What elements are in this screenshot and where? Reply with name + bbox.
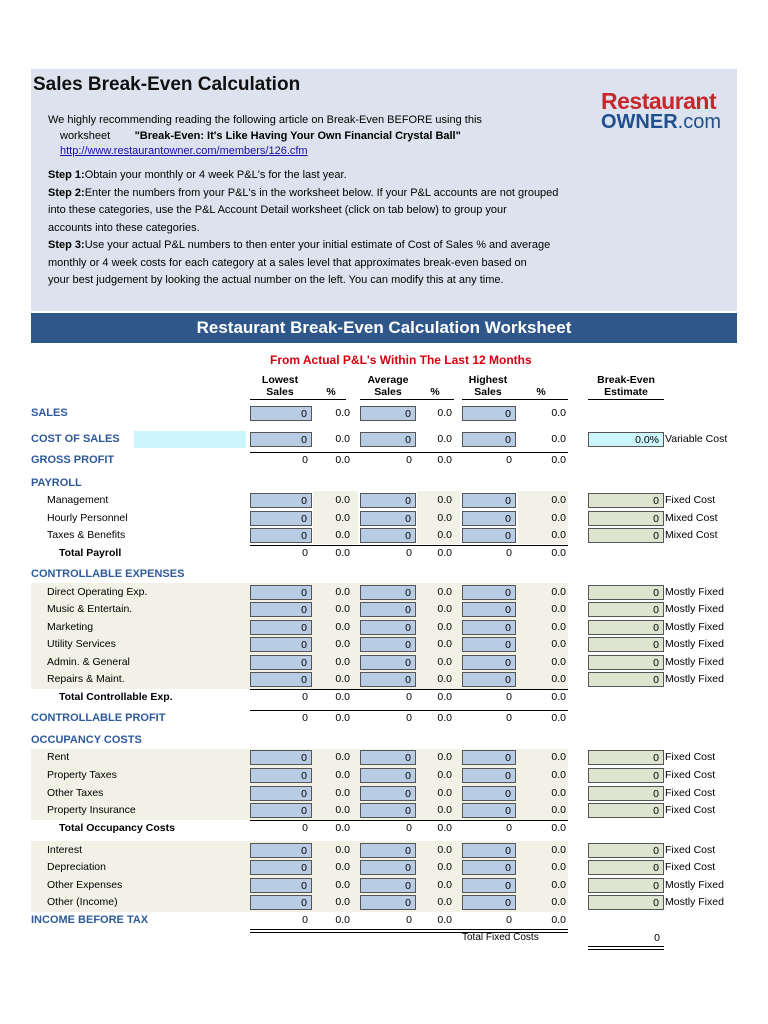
amount-cell: 0 [406, 914, 412, 926]
percent-cell: 0.0 [437, 638, 452, 650]
table-row [0, 601, 768, 618]
table-row [0, 405, 768, 422]
break-even-input[interactable]: 0 [588, 672, 664, 687]
percent-cell: 0.0 [551, 433, 566, 445]
cost-type-note: Fixed Cost [665, 494, 716, 506]
amount-input[interactable]: 0 [360, 585, 416, 600]
amount-input[interactable]: 0 [250, 843, 312, 858]
percent-cell: 0.0 [335, 433, 350, 445]
amount-input[interactable]: 0 [250, 620, 312, 635]
amount-cell: 0 [406, 712, 412, 724]
row-label: CONTROLLABLE EXPENSES [31, 568, 185, 580]
break-even-input[interactable]: 0 [588, 637, 664, 652]
logo-restaurant: Restaurant [601, 88, 717, 114]
amount-input[interactable]: 0 [360, 803, 416, 818]
percent-cell: 0.0 [335, 512, 350, 524]
percent-cell: 0.0 [335, 751, 350, 763]
percent-cell: 0.0 [335, 586, 350, 598]
percent-cell: 0.0 [437, 529, 452, 541]
intro-line: We highly recommending reading the following article on Break-Even BEFORE using this [48, 114, 482, 126]
percent-cell: 0.0 [335, 656, 350, 668]
percent-cell: 0.0 [551, 691, 566, 703]
row-label: SALES [31, 407, 68, 419]
header-underline [588, 399, 664, 400]
table-row [0, 619, 768, 636]
table-row [0, 584, 768, 601]
break-even-input[interactable]: 0 [588, 768, 664, 783]
break-even-input[interactable]: 0 [588, 843, 664, 858]
amount-input[interactable]: 0 [360, 655, 416, 670]
row-label: Depreciation [47, 861, 106, 873]
percent-cell: 0.0 [335, 804, 350, 816]
percent-cell: 0.0 [335, 844, 350, 856]
row-label: Other Taxes [47, 787, 104, 799]
amount-input[interactable]: 0 [462, 602, 516, 617]
col-label: Average [367, 374, 409, 386]
table-row [0, 785, 768, 802]
table-row [0, 545, 768, 562]
cost-type-note: Mixed Cost [665, 529, 718, 541]
col-lowest-sales [250, 374, 310, 398]
break-even-input[interactable]: 0 [588, 860, 664, 875]
table-row [0, 431, 768, 448]
row-label: Music & Entertain. [47, 603, 133, 615]
amount-cell: 0 [406, 454, 412, 466]
col-label: Sales [266, 386, 294, 398]
row-label: Utility Services [47, 638, 116, 650]
amount-input[interactable]: 0 [250, 786, 312, 801]
step-3-label: Step 3: [48, 239, 85, 251]
step-1-label: Step 1: [48, 169, 85, 181]
percent-cell: 0.0 [335, 407, 350, 419]
percent-cell: 0.0 [335, 914, 350, 926]
cost-type-note: Mostly Fixed [665, 879, 724, 891]
step-3-text: Use your actual P&L numbers to then enter your initial estimate of Cost of Sales % and average [84, 239, 551, 251]
row-label: Property Taxes [47, 769, 117, 781]
cost-type-note: Fixed Cost [665, 804, 716, 816]
break-even-input[interactable]: 0 [588, 786, 664, 801]
amount-input[interactable]: 0 [250, 768, 312, 783]
percent-cell: 0.0 [335, 547, 350, 559]
amount-cell: 0 [302, 712, 308, 724]
table-row [0, 820, 768, 837]
break-even-input[interactable]: 0 [588, 620, 664, 635]
amount-input[interactable]: 0 [462, 860, 516, 875]
percent-cell: 0.0 [551, 751, 566, 763]
percent-cell: 0.0 [437, 433, 452, 445]
table-row [0, 859, 768, 876]
amount-input[interactable]: 0 [360, 786, 416, 801]
amount-input[interactable]: 0 [360, 860, 416, 875]
amount-input[interactable]: 0 [250, 860, 312, 875]
percent-cell: 0.0 [335, 787, 350, 799]
amount-cell: 0 [302, 454, 308, 466]
percent-cell: 0.0 [551, 454, 566, 466]
row-label: INCOME BEFORE TAX [31, 914, 149, 926]
row-label: Property Insurance [47, 804, 136, 816]
amount-cell: 0 [302, 691, 308, 703]
table-row [0, 527, 768, 544]
percent-cell: 0.0 [551, 512, 566, 524]
percent-cell: 0.0 [335, 861, 350, 873]
amount-input[interactable]: 0 [360, 406, 416, 421]
amount-input[interactable]: 0 [462, 585, 516, 600]
break-even-input[interactable]: 0 [588, 511, 664, 526]
percent-cell: 0.0 [437, 787, 452, 799]
col-lowest-pct: % [326, 386, 336, 398]
percent-cell: 0.0 [551, 879, 566, 891]
table-row [0, 894, 768, 911]
row-label: Admin. & General [47, 656, 130, 668]
amount-input[interactable]: 0 [360, 637, 416, 652]
break-even-input[interactable]: 0 [588, 895, 664, 910]
table-row [0, 877, 768, 894]
cost-type-note: Mostly Fixed [665, 621, 724, 633]
table-row [0, 767, 768, 784]
amount-cell: 0 [406, 822, 412, 834]
intro-text [48, 113, 482, 160]
percent-cell: 0.0 [551, 787, 566, 799]
col-highest-sales [458, 374, 518, 398]
row-label: Interest [47, 844, 83, 856]
cost-type-note: Fixed Cost [665, 844, 716, 856]
percent-cell: 0.0 [437, 621, 452, 633]
break-even-input[interactable]: 0 [588, 750, 664, 765]
cost-type-note: Fixed Cost [665, 861, 716, 873]
amount-cell: 0 [506, 822, 512, 834]
col-average-sales [358, 374, 418, 398]
amount-cell: 0 [302, 822, 308, 834]
header-underline [360, 399, 454, 400]
row-label: Total Occupancy Costs [59, 822, 175, 834]
amount-input[interactable]: 0 [250, 602, 312, 617]
percent-cell: 0.0 [335, 691, 350, 703]
amount-cell: 0 [406, 547, 412, 559]
amount-cell: 0 [506, 914, 512, 926]
table-row [0, 452, 768, 469]
percent-cell: 0.0 [437, 512, 452, 524]
header-underline [462, 399, 568, 400]
amount-input[interactable]: 0 [462, 895, 516, 910]
percent-cell: 0.0 [437, 407, 452, 419]
amount-input[interactable]: 0 [462, 768, 516, 783]
col-label: Estimate [604, 386, 648, 398]
table-row [0, 654, 768, 671]
page-title: Sales Break-Even Calculation [33, 74, 301, 95]
step-1-text: Obtain your monthly or 4 week P&L's for the last year. [84, 169, 347, 181]
percent-cell: 0.0 [335, 712, 350, 724]
percent-cell: 0.0 [437, 844, 452, 856]
amount-input[interactable]: 0 [250, 511, 312, 526]
col-label: Highest [468, 374, 508, 386]
amount-input[interactable]: 0 [462, 432, 516, 447]
percent-cell: 0.0 [551, 844, 566, 856]
table-row [0, 710, 768, 727]
break-even-input[interactable]: 0 [588, 585, 664, 600]
cost-type-note: Mostly Fixed [665, 656, 724, 668]
amount-input[interactable]: 0 [360, 843, 416, 858]
percent-cell: 0.0 [437, 454, 452, 466]
table-row [0, 475, 768, 492]
amount-input[interactable]: 0 [360, 511, 416, 526]
step-2 [48, 185, 608, 203]
percent-cell: 0.0 [551, 712, 566, 724]
amount-input[interactable]: 0 [250, 750, 312, 765]
col-label: Sales [374, 386, 402, 398]
table-row [0, 566, 768, 583]
percent-cell: 0.0 [335, 822, 350, 834]
amount-input[interactable]: 0 [360, 620, 416, 635]
percent-cell: 0.0 [335, 769, 350, 781]
break-even-input[interactable]: 0 [588, 655, 664, 670]
percent-cell: 0.0 [335, 638, 350, 650]
table-row [0, 842, 768, 859]
percent-cell: 0.0 [335, 454, 350, 466]
percent-cell: 0.0 [437, 712, 452, 724]
subtotal-line [250, 452, 568, 453]
break-even-input[interactable]: 0 [588, 602, 664, 617]
amount-input[interactable]: 0 [360, 750, 416, 765]
row-label: COST OF SALES [31, 433, 120, 445]
cost-type-note: Variable Cost [665, 433, 728, 445]
amount-input[interactable]: 0 [250, 493, 312, 508]
col-highest-pct: % [536, 386, 546, 398]
amount-cell: 0 [506, 454, 512, 466]
cost-type-note: Fixed Cost [665, 769, 716, 781]
table-row [0, 492, 768, 509]
amount-input[interactable]: 0 [250, 672, 312, 687]
step-2-label: Step 2: [48, 186, 85, 199]
break-even-input[interactable]: 0 [588, 878, 664, 893]
amount-cell: 0 [506, 691, 512, 703]
logo-dotcom: .com [677, 111, 722, 133]
percent-cell: 0.0 [335, 529, 350, 541]
row-label: PAYROLL [31, 477, 82, 489]
row-label: CONTROLLABLE PROFIT [31, 712, 166, 724]
break-even-input[interactable]: 0 [588, 493, 664, 508]
amount-input[interactable]: 0 [462, 620, 516, 635]
col-label: Break-Even [597, 374, 655, 386]
amount-input[interactable]: 0 [462, 843, 516, 858]
subtotal-line [250, 545, 568, 546]
percent-cell: 0.0 [551, 656, 566, 668]
instructions-panel [31, 69, 737, 311]
table-row [0, 749, 768, 766]
break-even-input[interactable]: 0 [588, 528, 664, 543]
restaurantowner-logo [601, 90, 721, 132]
percent-cell: 0.0 [551, 896, 566, 908]
percent-cell: 0.0 [335, 879, 350, 891]
amount-input[interactable]: 0 [250, 585, 312, 600]
table-row [0, 510, 768, 527]
amount-input[interactable]: 0 [250, 528, 312, 543]
amount-input[interactable]: 0 [462, 511, 516, 526]
total-fixed-costs-label: Total Fixed Costs [462, 932, 539, 943]
step-2-text-cont: accounts into these categories. [48, 221, 200, 234]
cost-type-note: Mostly Fixed [665, 896, 724, 908]
cost-type-note: Fixed Cost [665, 751, 716, 763]
percent-cell: 0.0 [551, 914, 566, 926]
row-label: Rent [47, 751, 70, 763]
table-row [0, 802, 768, 819]
row-label: Other (Income) [47, 896, 118, 908]
logo-owner-word: OWNER [601, 111, 678, 133]
amount-cell: 0 [406, 691, 412, 703]
amount-input[interactable]: 0 [250, 803, 312, 818]
article-link[interactable]: http://www.restaurantowner.com/members/126.cfm [60, 145, 308, 157]
amount-input[interactable]: 0 [462, 878, 516, 893]
percent-cell: 0.0 [551, 861, 566, 873]
percent-cell: 0.0 [551, 673, 566, 685]
percent-cell: 0.0 [437, 656, 452, 668]
total-fixed-costs-value: 0 [654, 932, 660, 944]
row-label: Other Expenses [47, 879, 123, 891]
table-row [0, 689, 768, 706]
step-1 [48, 167, 608, 185]
percent-cell: 0.0 [437, 751, 452, 763]
percent-cell: 0.0 [437, 673, 452, 685]
percent-cell: 0.0 [335, 896, 350, 908]
step-3-text-cont: monthly or 4 week costs for each category at a sales level that approximates break-even based on [48, 256, 527, 269]
amount-input[interactable]: 0 [462, 637, 516, 652]
amount-cell: 0 [302, 914, 308, 926]
percent-cell: 0.0 [437, 914, 452, 926]
amount-input[interactable]: 0 [360, 602, 416, 617]
percent-cell: 0.0 [437, 896, 452, 908]
percent-cell: 0.0 [551, 603, 566, 615]
row-label: Direct Operating Exp. [47, 586, 148, 598]
amount-input[interactable]: 0 [250, 637, 312, 652]
amount-input[interactable]: 0 [250, 406, 312, 421]
col-average-pct: % [430, 386, 440, 398]
amount-input[interactable]: 0 [360, 493, 416, 508]
step-2-text: Enter the numbers from your P&L's in the worksheet below. If your P&L accounts are not grouped [84, 186, 559, 199]
percent-cell: 0.0 [551, 822, 566, 834]
row-label: Total Controllable Exp. [59, 691, 173, 703]
intro-line-article [48, 129, 482, 145]
step-3-text-cont: your best judgement by looking the actual number on the left. You can modify this at any time. [48, 274, 504, 286]
percent-cell: 0.0 [551, 547, 566, 559]
cost-type-note: Mostly Fixed [665, 673, 724, 685]
row-label: Total Payroll [59, 547, 122, 559]
col-break-even [588, 374, 664, 398]
step-3 [48, 237, 608, 255]
table-row [0, 671, 768, 688]
percent-cell: 0.0 [335, 621, 350, 633]
logo-owner [601, 112, 721, 132]
amount-input[interactable]: 0 [462, 750, 516, 765]
amount-input[interactable]: 0 [250, 878, 312, 893]
amount-input[interactable]: 0 [462, 786, 516, 801]
percent-cell: 0.0 [551, 529, 566, 541]
percent-cell: 0.0 [335, 603, 350, 615]
table-row [0, 912, 768, 929]
percent-cell: 0.0 [437, 691, 452, 703]
amount-input[interactable]: 0 [250, 655, 312, 670]
cost-type-note: Fixed Cost [665, 787, 716, 799]
amount-input[interactable]: 0 [250, 895, 312, 910]
worksheet-subtitle: From Actual P&L's Within The Last 12 Months [270, 353, 532, 367]
amount-input[interactable]: 0 [462, 406, 516, 421]
total-fixed-double-line [588, 946, 664, 950]
amount-input[interactable]: 0 [462, 528, 516, 543]
percent-cell: 0.0 [551, 769, 566, 781]
subtotal-line [250, 820, 568, 821]
row-label: Hourly Personnel [47, 512, 128, 524]
col-label: Sales [474, 386, 502, 398]
percent-cell: 0.0 [437, 861, 452, 873]
table-row [0, 636, 768, 653]
table-row [0, 732, 768, 749]
row-label: Taxes & Benefits [47, 529, 126, 541]
step-2-text-cont: into these categories, use the P&L Account Detail worksheet (click on tab below) to group your [48, 204, 507, 216]
percent-cell: 0.0 [437, 822, 452, 834]
amount-cell: 0 [506, 712, 512, 724]
percent-cell: 0.0 [335, 494, 350, 506]
cost-type-note: Mostly Fixed [665, 638, 724, 650]
amount-input[interactable]: 0 [360, 528, 416, 543]
worksheet-banner: Restaurant Break-Even Calculation Worksheet [31, 313, 737, 343]
break-even-input[interactable]: 0.0% [588, 432, 664, 447]
amount-input[interactable]: 0 [360, 768, 416, 783]
amount-cell: 0 [302, 547, 308, 559]
amount-input[interactable]: 0 [360, 672, 416, 687]
percent-cell: 0.0 [437, 769, 452, 781]
amount-input[interactable]: 0 [360, 432, 416, 447]
amount-input[interactable]: 0 [360, 878, 416, 893]
amount-input[interactable]: 0 [462, 493, 516, 508]
percent-cell: 0.0 [437, 603, 452, 615]
subtotal-line [250, 689, 568, 690]
article-title: "Break-Even: It's Like Having Your Own Financial Crystal Ball" [134, 129, 461, 142]
percent-cell: 0.0 [551, 804, 566, 816]
header-underline [250, 399, 346, 400]
cost-type-note: Mostly Fixed [665, 586, 724, 598]
percent-cell: 0.0 [437, 804, 452, 816]
row-label: Management [47, 494, 109, 506]
percent-cell: 0.0 [437, 879, 452, 891]
percent-cell: 0.0 [551, 621, 566, 633]
amount-input[interactable]: 0 [462, 655, 516, 670]
percent-cell: 0.0 [437, 586, 452, 598]
amount-input[interactable]: 0 [250, 432, 312, 447]
percent-cell: 0.0 [437, 547, 452, 559]
percent-cell: 0.0 [551, 586, 566, 598]
percent-cell: 0.0 [551, 638, 566, 650]
amount-input[interactable]: 0 [462, 803, 516, 818]
col-label: Lowest [261, 374, 299, 386]
percent-cell: 0.0 [335, 673, 350, 685]
row-label: Marketing [47, 621, 94, 633]
amount-input[interactable]: 0 [360, 895, 416, 910]
row-label: Repairs & Maint. [47, 673, 125, 685]
percent-cell: 0.0 [437, 494, 452, 506]
break-even-input[interactable]: 0 [588, 803, 664, 818]
row-label: OCCUPANCY COSTS [31, 734, 142, 746]
cost-type-note: Mixed Cost [665, 512, 718, 524]
amount-input[interactable]: 0 [462, 672, 516, 687]
amount-cell: 0 [506, 547, 512, 559]
subtotal-line [250, 710, 568, 711]
intro-worksheet-word: worksheet [60, 129, 111, 142]
percent-cell: 0.0 [551, 407, 566, 419]
row-label: GROSS PROFIT [31, 454, 115, 466]
steps-list [48, 167, 608, 290]
percent-cell: 0.0 [551, 494, 566, 506]
cost-type-note: Mostly Fixed [665, 603, 724, 615]
